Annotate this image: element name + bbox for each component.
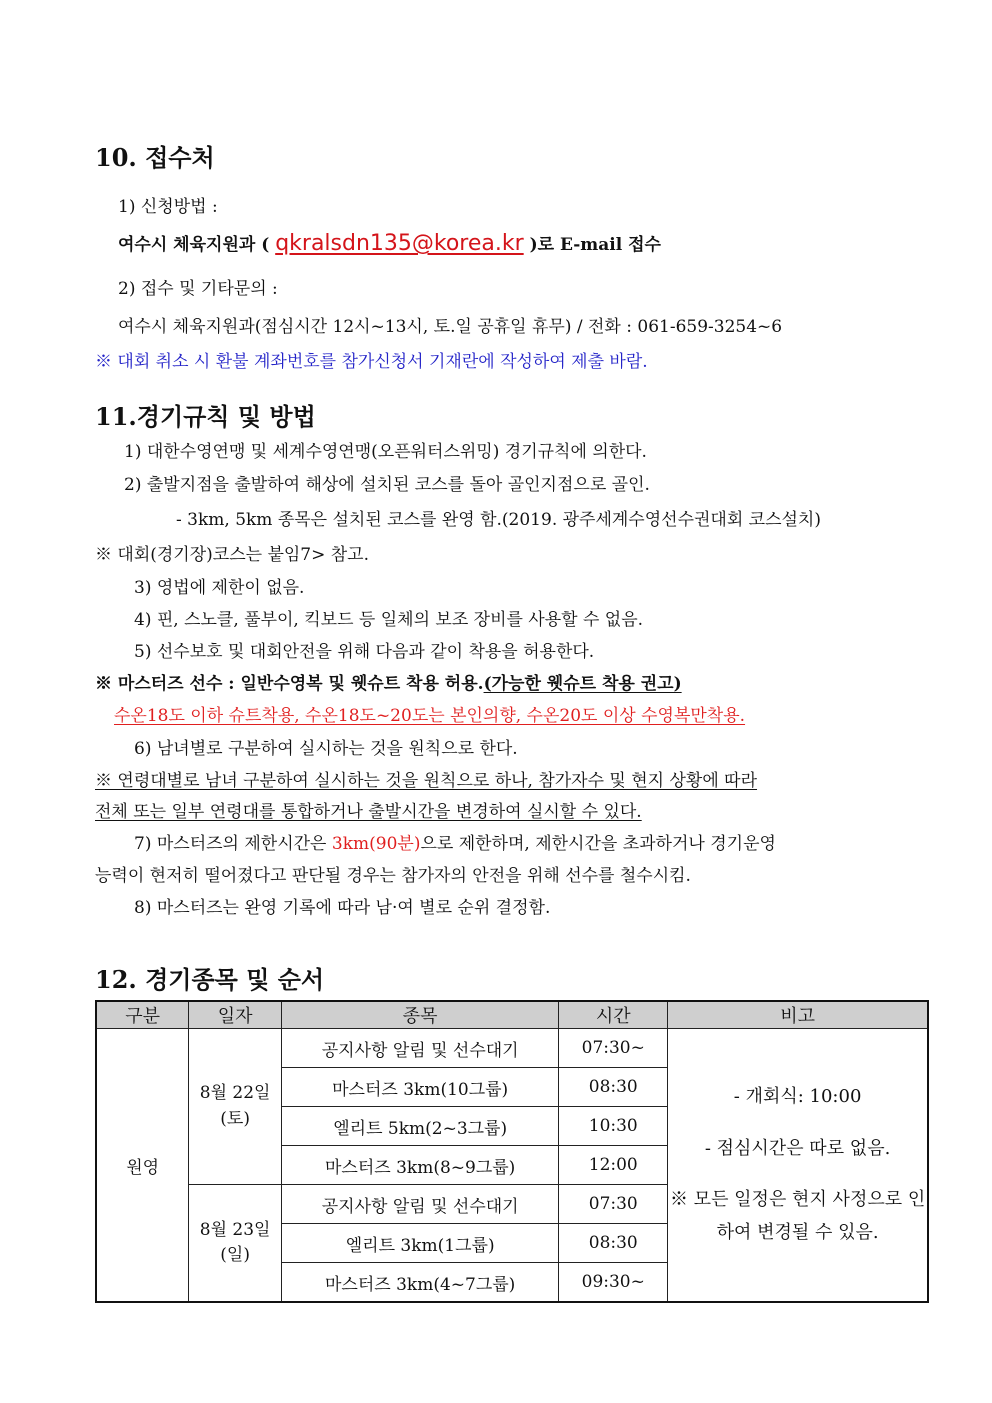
time-cell: 10:30 [559, 1107, 668, 1146]
event-cell: 공지사항 알림 및 선수대기 [282, 1029, 559, 1068]
rule-2: 2) 출발지점을 출발하여 해상에 설치된 코스를 돌아 골인지점으로 골인. [124, 475, 650, 495]
rule-7-continuation: 능력이 현저히 떨어졌다고 판단될 경우는 참가자의 안전을 위해 선수를 철수시킴. [95, 866, 691, 886]
rule-2-sub: - 3km, 5km 종목은 설치된 코스를 완영 함.(2019. 광주세계수영선수권대회 코스설치) [176, 510, 821, 530]
header-date: 일자 [189, 1001, 282, 1029]
rule-7-end: 으로 제한하며, 제한시간을 초과하거나 경기운영 [420, 834, 776, 854]
masters-suit-note-main: ※ 마스터즈 선수 : 일반수영복 및 웻슈트 착용 허용. [95, 674, 484, 694]
time-cell: 08:30 [559, 1224, 668, 1263]
event-cell: 마스터즈 3km(10그룹) [282, 1068, 559, 1107]
section-11-title: 11.경기규칙 및 방법 [95, 402, 316, 431]
time-cell: 07:30~ [559, 1029, 668, 1068]
header-event: 종목 [282, 1001, 559, 1029]
section-10-title: 10. 접수처 [95, 143, 215, 172]
day1-date-cell [189, 1029, 282, 1185]
rule-1: 1) 대한수영연맹 및 세계수영연맹(오픈워터스위밍) 경기규칙에 의한다. [124, 442, 647, 462]
rule-7-start: 7) 마스터즈의 제한시간은 [134, 834, 332, 854]
day2-weekday: (일) [220, 1245, 250, 1265]
time-cell: 07:30 [559, 1185, 668, 1224]
lunch-note: - 점심시간은 따로 없음. [704, 1137, 891, 1159]
refund-note: ※ 대회 취소 시 환불 계좌번호를 참가신청서 기재란에 작성하여 제출 바람. [95, 352, 648, 372]
event-cell: 마스터즈 3km(8~9그룹) [282, 1146, 559, 1185]
rule-3: 3) 영법에 제한이 없음. [134, 578, 305, 598]
course-note: ※ 대회(경기장)코스는 붙임7> 참고. [95, 545, 370, 565]
age-group-note-line1: ※ 연령대별로 남녀 구분하여 실시하는 것을 원칙으로 하나, 참가자수 및 현지 상황에 따라 [95, 771, 758, 791]
category-cell: 원영 [96, 1029, 189, 1303]
inquiry-label: 2) 접수 및 기타문의 : [118, 279, 278, 299]
rule-6: 6) 남녀별로 구분하여 실시하는 것을 원칙으로 한다. [134, 739, 518, 759]
opening-ceremony-note: - 개회식: 10:00 [733, 1086, 862, 1108]
time-cell: 12:00 [559, 1146, 668, 1185]
header-category: 구분 [96, 1001, 189, 1029]
day2-date: 8월 23일 [199, 1219, 271, 1240]
time-cell: 09:30~ [559, 1263, 668, 1303]
apply-email-suffix: )로 E-mail 접수 [523, 235, 661, 255]
rule-7 [134, 829, 776, 854]
water-temp-rule: 수온18도 이하 슈트착용, 수온18도~20도는 본인의향, 수온20도 이상 수영복만착용. [114, 706, 746, 726]
email-link[interactable]: qkralsdn135@korea.kr [275, 231, 524, 256]
apply-email-line [118, 230, 661, 256]
time-limit-value: 3km(90분) [331, 834, 421, 854]
schedule-table [95, 1000, 929, 1303]
apply-method-label: 1) 신청방법 : [118, 197, 218, 217]
table-row [96, 1029, 928, 1068]
event-cell: 공지사항 알림 및 선수대기 [282, 1185, 559, 1224]
rule-5: 5) 선수보호 및 대회안전을 위해 다음과 같이 착용을 허용한다. [134, 642, 595, 662]
table-header-row [96, 1001, 928, 1029]
event-cell: 엘리트 5km(2~3그룹) [282, 1107, 559, 1146]
event-cell: 마스터즈 3km(4~7그룹) [282, 1263, 559, 1303]
header-remarks: 비고 [668, 1001, 928, 1029]
section-12-title: 12. 경기종목 및 순서 [95, 965, 325, 994]
remarks-cell [668, 1029, 928, 1303]
apply-email-prefix: 여수시 체육지원과 ( [118, 235, 276, 255]
masters-suit-recommendation: (가능한 웻슈트 착용 권고) [483, 674, 682, 694]
rule-8: 8) 마스터즈는 완영 기록에 따라 남·여 별로 순위 결정함. [134, 898, 551, 918]
day2-date-cell [189, 1185, 282, 1303]
rule-4: 4) 핀, 스노클, 풀부이, 킥보드 등 일체의 보조 장비를 사용할 수 없음. [134, 610, 644, 630]
masters-suit-note [95, 669, 682, 694]
day1-date: 8월 22일 [199, 1083, 271, 1103]
day1-weekday: (토) [220, 1108, 250, 1129]
age-group-note-line2: 전체 또는 일부 연령대를 통합하거나 출발시간을 변경하여 실시할 수 있다. [95, 802, 642, 822]
event-cell: 엘리트 3km(1그룹) [282, 1224, 559, 1263]
schedule-change-note: ※ 모든 일정은 현지 사정으로 인하여 변경될 수 있음. [669, 1189, 926, 1244]
header-time: 시간 [559, 1001, 668, 1029]
time-cell: 08:30 [559, 1068, 668, 1107]
contact-info: 여수시 체육지원과(점심시간 12시~13시, 토.일 공휴일 휴무) / 전화 : 061-659-3254~6 [118, 317, 783, 337]
